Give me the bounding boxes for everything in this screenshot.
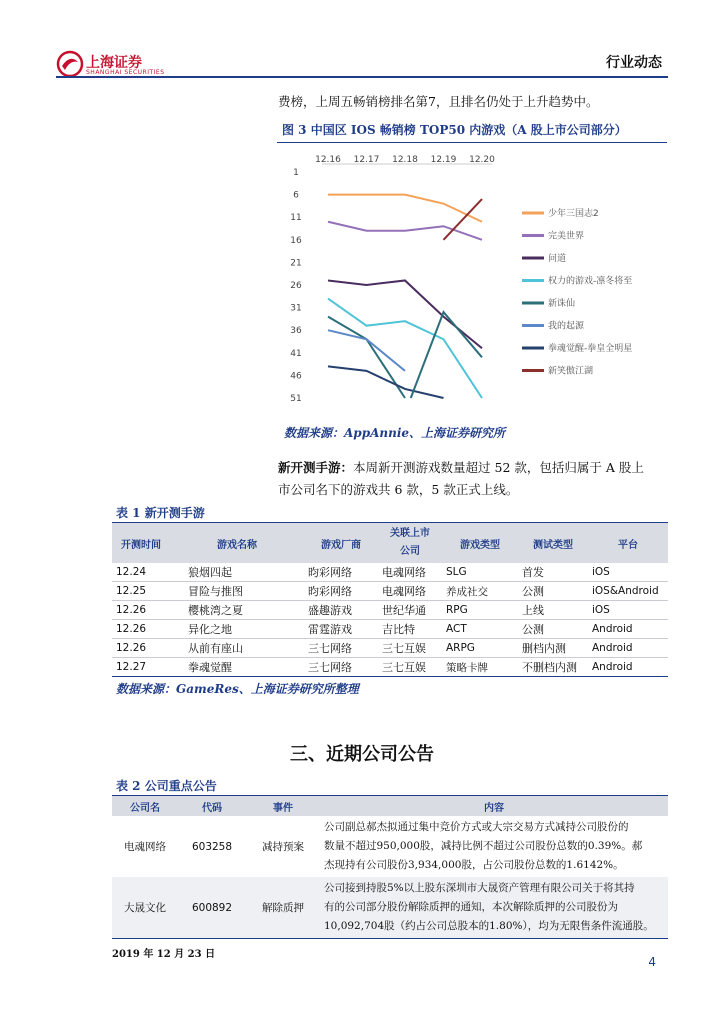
y-tick-label: 36 — [290, 326, 302, 337]
legend-label: 拳魂觉醒-拳皇全明星 — [548, 344, 633, 354]
y-tick-label: 6 — [293, 190, 299, 201]
table-cell: 12.25 — [112, 582, 170, 601]
table-cell: 三七互娱 — [378, 639, 442, 658]
series-line — [328, 299, 482, 398]
legend-label: 新笑傲江湖 — [548, 366, 594, 377]
table-cell: 从前有座山 — [170, 639, 304, 658]
table1-header-cell: 游戏厂商 — [304, 523, 378, 564]
table2-header-cell: 事件 — [246, 796, 320, 817]
figure-divider — [277, 142, 667, 143]
figure-title: 图 3 中国区 IOS 畅销榜 TOP50 内游戏（A 股上市公司部分） — [282, 123, 627, 137]
table-cell: 电魂网络 — [378, 582, 442, 601]
table-cell-company: 大晟文化 — [112, 877, 178, 939]
announcements-table — [112, 795, 668, 939]
content-line: 有的公司部分股份解除质押的通知，本次解除质押的公司股份为 — [324, 901, 618, 913]
table-cell: Android — [588, 620, 668, 639]
legend-label: 少年三国志2 — [548, 209, 599, 219]
table-cell: 电魂网络 — [378, 563, 442, 582]
logo-subtext: SHANGHAI SECURITIES — [86, 69, 165, 76]
section-label: 行业动态 — [606, 55, 662, 71]
x-tick-label: 12.20 — [469, 155, 495, 165]
header-divider — [56, 76, 668, 78]
table-cell: 异化之地 — [170, 620, 304, 639]
figure-source: 数据来源：AppAnnie、上海证券研究所 — [284, 426, 506, 440]
y-tick-label: 21 — [290, 258, 302, 269]
table-row — [112, 563, 668, 582]
logo-text: 上海证券 — [86, 55, 142, 71]
table-cell: 12.26 — [112, 639, 170, 658]
y-tick-label: 51 — [290, 394, 302, 404]
table-cell: 世纪华通 — [378, 601, 442, 620]
table-cell: 雷霆游戏 — [304, 620, 378, 639]
y-tick-label: 11 — [290, 213, 302, 224]
table-cell: 删档内测 — [518, 639, 588, 658]
logo-emblem-icon — [56, 50, 84, 78]
content-line: 10,092,704股（约占公司总股本的1.80%），均为无限售条件流通股。 — [324, 920, 654, 932]
table-cell: 三七网络 — [304, 658, 378, 677]
table1-header-cell: 关联上市公司 — [378, 523, 442, 564]
y-tick-label: 1 — [293, 168, 299, 178]
table-cell: SLG — [442, 563, 518, 582]
section3-title: 三、近期公司公告 — [290, 744, 434, 765]
table-cell: 首发 — [518, 563, 588, 582]
y-tick-label: 31 — [290, 303, 302, 314]
table-cell: 樱桃湾之夏 — [170, 601, 304, 620]
table-row — [112, 601, 668, 620]
table-row — [112, 658, 668, 677]
content-line: 杰现持有公司股份3,934,000股，占公司股份总数的1.6142%。 — [324, 859, 624, 871]
legend-label: 我的起源 — [548, 321, 585, 332]
table-row — [112, 877, 668, 939]
table2-header-cell: 公司名 — [112, 796, 178, 817]
table-cell: 公测 — [518, 582, 588, 601]
table-row — [112, 816, 668, 877]
table-cell: 狼烟四起 — [170, 563, 304, 582]
content-line: 公司副总郝杰拟通过集中竞价方式或大宗交易方式减持公司股份的 — [324, 821, 629, 833]
legend-label: 新诛仙 — [548, 299, 576, 309]
table-cell: 12.24 — [112, 563, 170, 582]
y-tick-label: 46 — [290, 371, 302, 382]
table-cell-code: 603258 — [191, 840, 233, 853]
table-cell: 上线 — [518, 601, 588, 620]
table-cell: 12.26 — [112, 620, 170, 639]
series-line — [328, 195, 482, 222]
table-cell: 不删档内测 — [518, 658, 588, 677]
page-number: 4 — [648, 955, 656, 969]
series-line — [328, 366, 444, 398]
table2-header-row — [112, 796, 668, 817]
table-cell-content — [320, 816, 668, 877]
table-cell-code: 600892 — [178, 877, 246, 939]
table-cell: RPG — [442, 601, 518, 620]
chart-svg — [282, 146, 668, 414]
y-tick-label: 16 — [290, 235, 302, 246]
table-cell: 吉比特 — [378, 620, 442, 639]
new-games-paragraph-line2: 市公司名下的游戏共 6 款，5 款正式上线。 — [278, 482, 519, 497]
legend-label: 权力的游戏-凛冬将至 — [548, 276, 633, 287]
table-cell: 12.27 — [112, 658, 170, 677]
table-cell: 公测 — [518, 620, 588, 639]
table2-title: 表 2 公司重点公告 — [116, 779, 217, 793]
y-tick-label: 26 — [290, 281, 302, 291]
content-line: 公司接到持股5%以上股东深圳市大晟资产管理有限公司关于将其持 — [324, 882, 635, 894]
table-cell: Android — [588, 639, 668, 658]
table1-header-cell: 测试类型 — [518, 523, 588, 564]
table2-header-cell: 内容 — [320, 796, 668, 817]
table-row — [112, 620, 668, 639]
table-cell: iOS — [588, 601, 668, 620]
legend-label: 完美世界 — [548, 231, 585, 242]
table-cell-event: 解除质押 — [246, 877, 320, 939]
table-cell-company: 电魂网络 — [124, 841, 166, 853]
table-cell: 12.26 — [112, 601, 170, 620]
table1-header-cell: 开测时间 — [112, 523, 170, 564]
table-row — [112, 582, 668, 601]
new-games-text-1: 本周新开测游戏数量超过 52 款，包括归属于 A 股上 — [353, 460, 644, 475]
table-cell-content — [320, 877, 668, 939]
table-cell: 三七网络 — [304, 639, 378, 658]
table-cell: ARPG — [442, 639, 518, 658]
table1-source: 数据来源：GameRes、上海证券研究所整理 — [116, 682, 359, 696]
table-row — [112, 639, 668, 658]
table-cell: 昀彩网络 — [304, 582, 378, 601]
x-tick-label: 12.18 — [392, 155, 418, 165]
table-cell: 盛趣游戏 — [304, 601, 378, 620]
series-line — [328, 330, 405, 371]
table-cell: 三七互娱 — [378, 658, 442, 677]
new-games-label: 新开测手游： — [278, 460, 354, 475]
table-cell: 养成社交 — [442, 582, 518, 601]
y-tick-label: 41 — [290, 348, 302, 359]
table1-header-cell: 游戏名称 — [170, 523, 304, 564]
table1-title: 表 1 新开测手游 — [116, 506, 205, 520]
new-games-table — [112, 522, 668, 677]
footer-date: 2019 年 12 月 23 日 — [112, 949, 216, 960]
table1-header-row — [112, 523, 668, 564]
series-line-segment — [411, 312, 482, 398]
legend-label: 问道 — [548, 254, 567, 264]
new-games-paragraph-line1 — [278, 458, 644, 476]
table-cell: iOS&Android — [588, 582, 668, 601]
table1-header-cell: 平台 — [588, 523, 668, 564]
intro-paragraph: 费榜，上周五畅销榜排名第7，且排名仍处于上升趋势中。 — [278, 94, 599, 109]
series-line — [328, 317, 405, 398]
table-cell: Android — [588, 658, 668, 677]
table-cell: 策略卡牌 — [442, 658, 518, 677]
x-tick-label: 12.16 — [315, 155, 341, 165]
table-cell: iOS — [588, 563, 668, 582]
table-cell: ACT — [442, 620, 518, 639]
x-tick-label: 12.19 — [430, 155, 457, 165]
table-cell: 冒险与推图 — [170, 582, 304, 601]
table1-header-cell: 游戏类型 — [442, 523, 518, 564]
table-cell: 昀彩网络 — [304, 563, 378, 582]
table2-header-cell: 代码 — [178, 796, 246, 817]
ranking-line-chart — [282, 146, 668, 414]
content-line: 数量不超过950,000股，减持比例不超过公司股份总数的0.39%。郝 — [324, 840, 643, 852]
x-tick-label: 12.17 — [353, 155, 380, 165]
table-cell-event: 减持预案 — [262, 841, 304, 853]
table-cell: 拳魂觉醒 — [170, 658, 304, 677]
